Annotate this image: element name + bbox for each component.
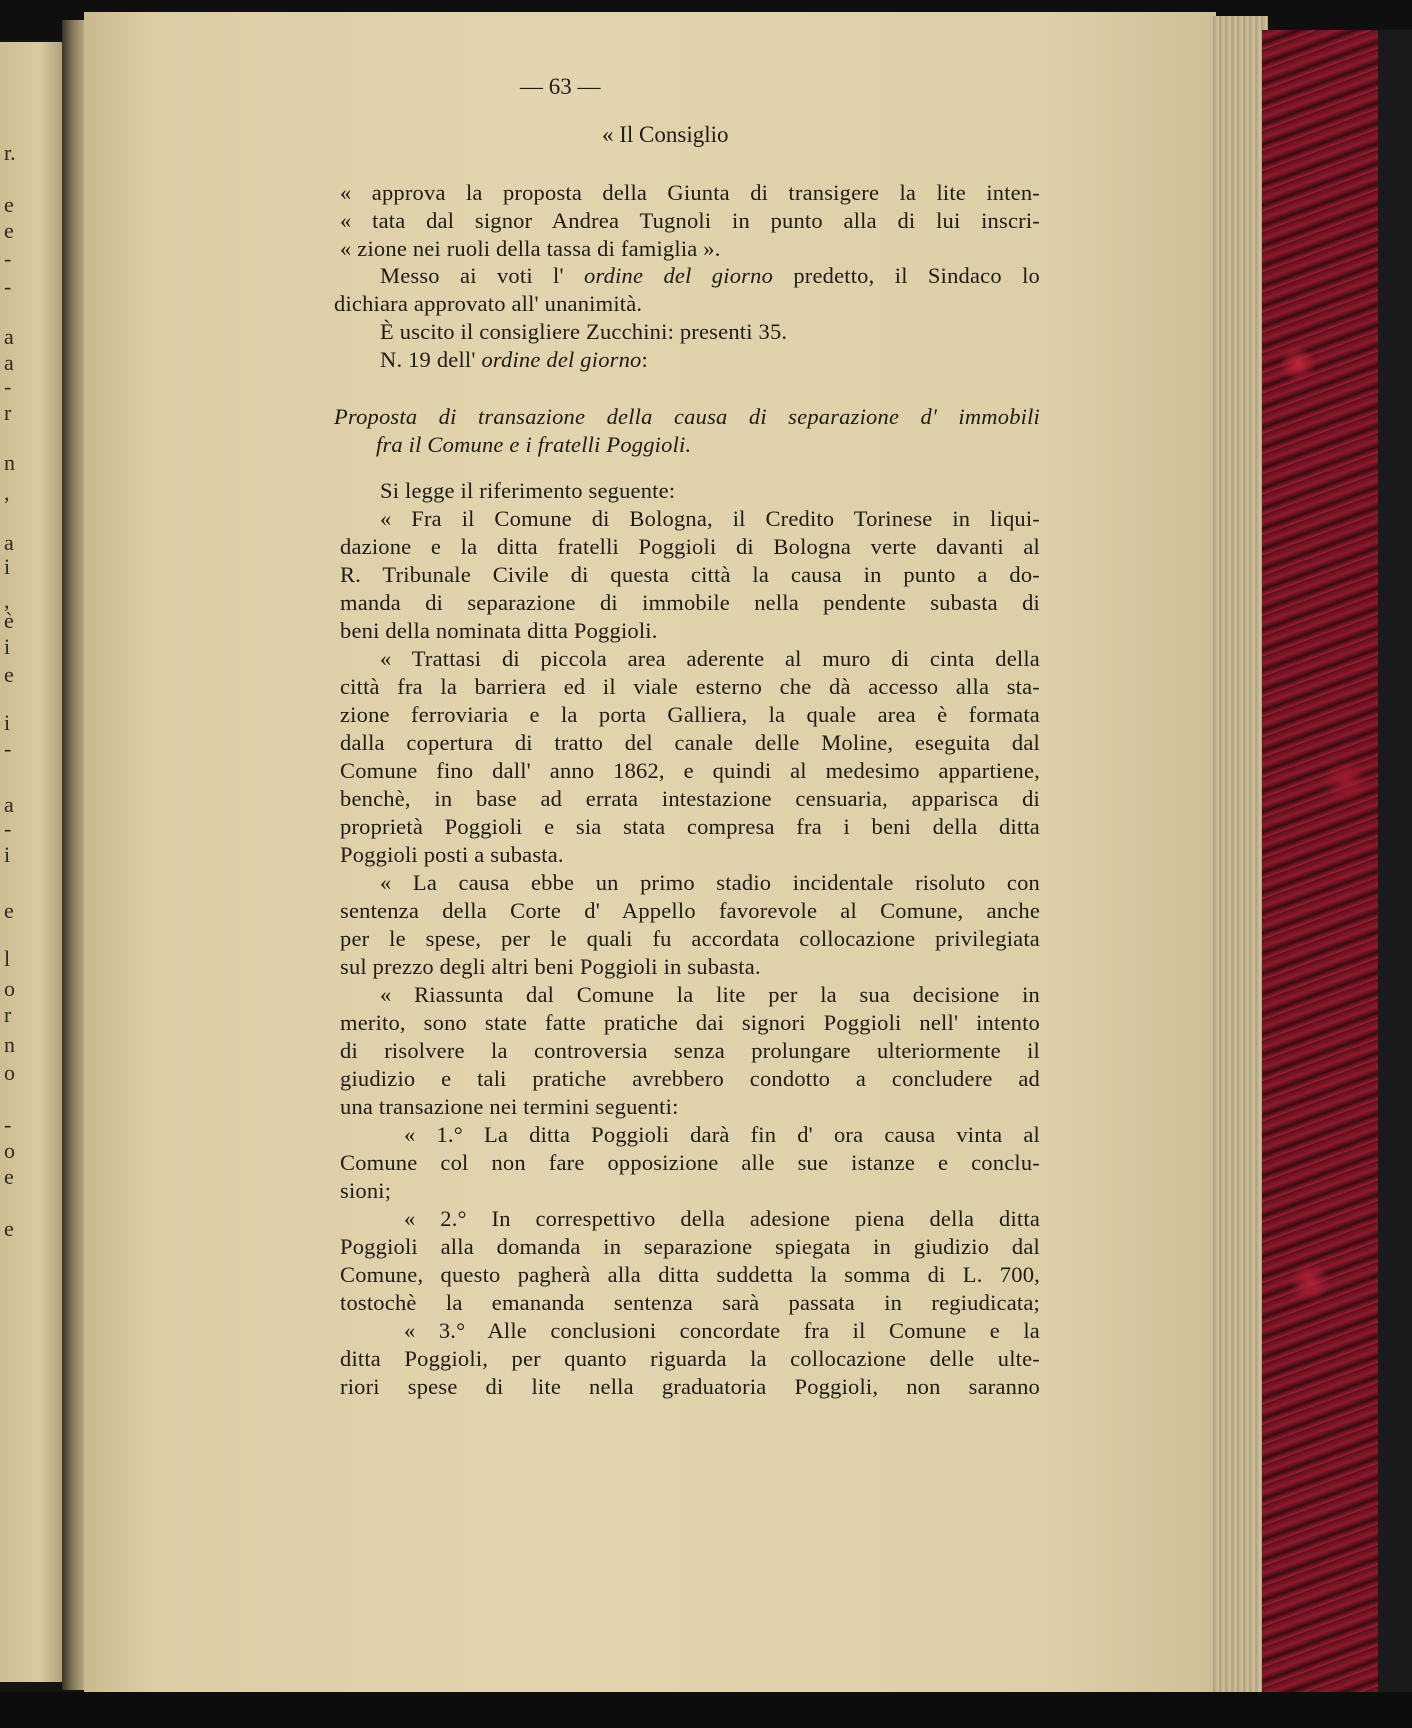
left-page-fragment: ,: [4, 480, 10, 505]
left-page-fragment: a: [4, 350, 14, 375]
text-line: sentenza della Corte d' Appello favorevole al Comune, anche: [340, 898, 1040, 923]
left-page-fragment: o: [4, 976, 15, 1001]
text-line: dazione e la ditta fratelli Poggioli di Bologna verte davanti al: [340, 534, 1040, 559]
left-page-fragment: -: [4, 816, 12, 841]
text-line: beni della nominata ditta Poggioli.: [340, 618, 658, 643]
text-line: R. Tribunale Civile di questa città la causa in punto a do-: [340, 562, 1040, 587]
left-page-fragment: -: [4, 246, 12, 271]
scan-border-right: [1378, 30, 1412, 1700]
left-page-fragment: r: [4, 400, 12, 425]
text-line: « 3.° Alle conclusioni concordate fra il Comune e la: [404, 1318, 1040, 1343]
text-line: fra il Comune e i fratelli Poggioli.: [376, 432, 692, 457]
left-page-fragment: a: [4, 324, 14, 349]
text-line: « Trattasi di piccola area aderente al muro di cinta della: [380, 646, 1040, 671]
left-page-fragment: i: [4, 634, 11, 659]
marbled-cover: [1262, 30, 1382, 1700]
text-line: « tata dal signor Andrea Tugnoli in punto alla di lui inscri-: [340, 208, 1040, 233]
left-page-fragment: i: [4, 710, 11, 735]
text-line: Si legge il riferimento seguente:: [380, 478, 676, 503]
text-line: Poggioli posti a subasta.: [340, 842, 564, 867]
consiglio-heading: « Il Consiglio: [602, 122, 729, 147]
text-line: Comune fino dall' anno 1862, e quindi al medesimo appartiene,: [340, 758, 1040, 783]
left-page-fragment: r: [4, 1002, 12, 1027]
text-line: sioni;: [340, 1178, 392, 1203]
left-page-fragment: e: [4, 192, 14, 217]
left-page-fragment: a: [4, 792, 14, 817]
text-line: zione ferroviaria e la porta Galliera, la quale area è formata: [340, 702, 1040, 727]
left-page-fragment: o: [4, 1138, 15, 1163]
text-line: sul prezzo degli altri beni Poggioli in subasta.: [340, 954, 761, 979]
left-page-fragment: e: [4, 1216, 14, 1241]
left-page-fragment: r.: [4, 140, 16, 165]
scan-border-bottom: [0, 1692, 1412, 1728]
left-page-fragment: a: [4, 530, 14, 555]
text-line: « 1.° La ditta Poggioli darà fin d' ora causa vinta al: [404, 1122, 1040, 1147]
text-line: città fra la barriera ed il viale esterno che dà accesso alla sta-: [340, 674, 1040, 699]
text-line: È uscito il consigliere Zucchini: presenti 35.: [380, 319, 788, 344]
page-number: — 63 —: [520, 74, 601, 99]
text-line: merito, sono state fatte pratiche dai signori Poggioli nell' intento: [340, 1010, 1040, 1035]
text-line: Poggioli alla domanda in separazione spiegata in giudizio dal: [340, 1234, 1040, 1259]
text-line: « Riassunta dal Comune la lite per la sua decisione in: [380, 982, 1040, 1007]
left-page-fragment: -: [4, 274, 12, 299]
text-line: manda di separazione di immobile nella pendente subasta di: [340, 590, 1040, 615]
left-page-fragment: n: [4, 450, 15, 475]
text-line: riori spese di lite nella graduatoria Poggioli, non saranno: [340, 1374, 1040, 1399]
text-line: N. 19 dell' ordine del giorno:: [380, 347, 648, 372]
text-line: proprietà Poggioli e sia stata compresa fra i beni della ditta: [340, 814, 1040, 839]
text-line: « approva la proposta della Giunta di transigere la lite inten-: [340, 180, 1040, 205]
left-page-fragment: -: [4, 1112, 12, 1137]
text-line: Comune col non fare opposizione alle sue istanze e conclu-: [340, 1150, 1040, 1175]
text-line: dichiara approvato all' unanimità.: [334, 291, 643, 316]
text-line: tostochè la emananda sentenza sarà passata in regiudicata;: [340, 1290, 1040, 1315]
left-page-fragment: i: [4, 842, 11, 867]
left-page-fragment: -: [4, 736, 12, 761]
text-line: giudizio e tali pratiche avrebbero condotto a concludere ad: [340, 1066, 1040, 1091]
text-line: « La causa ebbe un primo stadio incidentale risoluto con: [380, 870, 1040, 895]
text-line: di risolvere la controversia senza prolungare ulteriormente il: [340, 1038, 1040, 1063]
text-line: per le spese, per le quali fu accordata collocazione privilegiata: [340, 926, 1040, 951]
left-page-edge: [0, 42, 66, 1682]
left-page-fragment: è: [4, 608, 14, 633]
text-line: Comune, questo pagherà alla ditta suddetta la somma di L. 700,: [340, 1262, 1040, 1287]
text-line: dalla copertura di tratto del canale delle Moline, eseguita dal: [340, 730, 1040, 755]
left-page-fragment: ,: [4, 588, 10, 613]
text-line: « zione nei ruoli della tassa di famiglia ».: [340, 236, 721, 261]
left-page-fragment: e: [4, 898, 14, 923]
text-line: Proposta di transazione della causa di separazione d' immobili: [334, 404, 1040, 429]
text-line: ditta Poggioli, per quanto riguarda la collocazione delle ulte-: [340, 1346, 1040, 1371]
text-line: una transazione nei termini seguenti:: [340, 1094, 679, 1119]
page-block-edges: [1210, 16, 1268, 1700]
text-line: « 2.° In correspettivo della adesione piena della ditta: [404, 1206, 1040, 1231]
text-line: benchè, in base ad errata intestazione censuaria, apparisca di: [340, 786, 1040, 811]
text-line: Messo ai voti l' ordine del giorno predetto, il Sindaco lo: [380, 263, 1041, 288]
left-page-fragment: i: [4, 554, 11, 579]
left-page-fragment: o: [4, 1060, 15, 1085]
text-line: « Fra il Comune di Bologna, il Credito Torinese in liqui-: [380, 506, 1040, 531]
left-page-fragment: l: [4, 946, 11, 971]
left-page-fragment: n: [4, 1032, 15, 1057]
left-page-fragment: e: [4, 662, 14, 687]
left-page-fragment: -: [4, 374, 12, 399]
left-page-fragment: e: [4, 218, 14, 243]
left-page-fragment: e: [4, 1164, 14, 1189]
